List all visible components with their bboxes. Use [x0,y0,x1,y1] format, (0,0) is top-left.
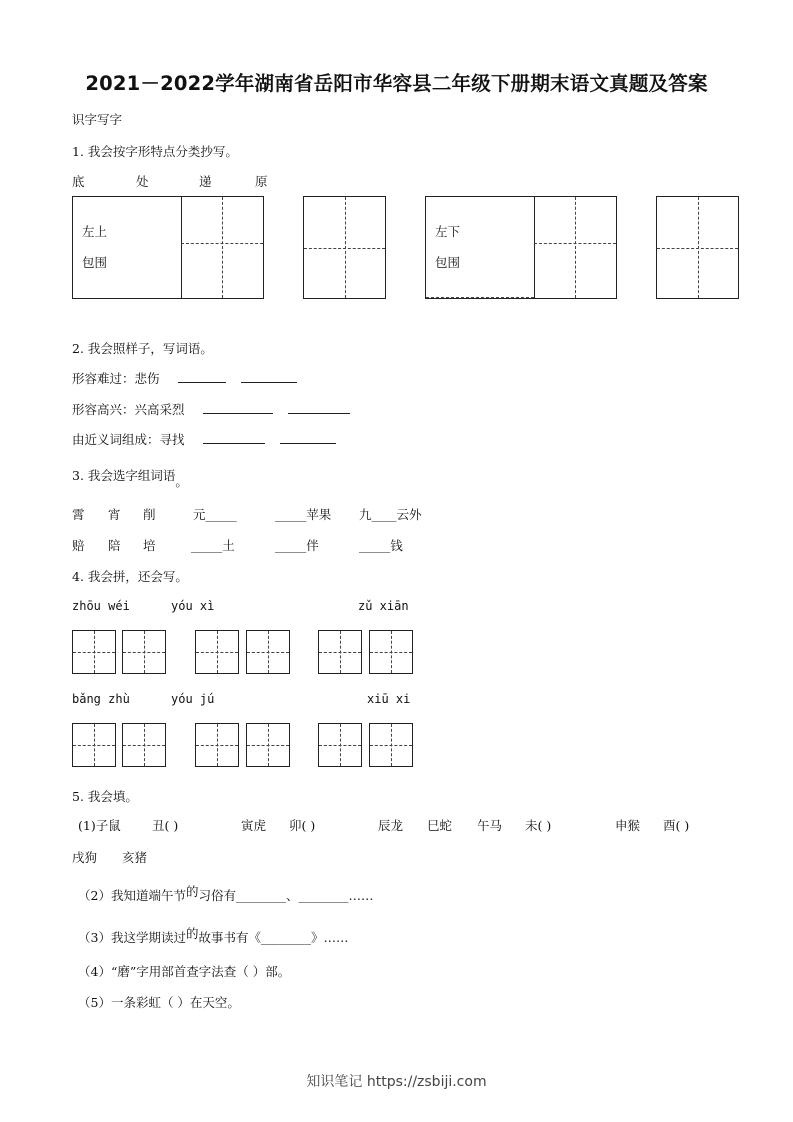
q3-row1-word-2[interactable]: _____苹果 [275,507,332,522]
q5-zodiac-7: 午马 [477,818,503,833]
q5-zodiac-12: 亥猪 [122,850,148,865]
q2-line-1-text: 形容难过：悲伤 [72,371,160,386]
q4-writing-cell[interactable] [195,723,239,767]
q3-row2-word-1[interactable]: _____土 [191,538,235,553]
q5-item-2-de: 的 [185,884,199,899]
q5-item-2-b: 习俗有________、________…… [198,888,374,903]
q1-category-box-1 [72,196,264,299]
q1-prompt: 1. 我会按字形特点分类抄写。 [72,144,238,159]
q4-writing-cell[interactable] [318,723,362,767]
q3-prompt-text: 3. 我会选字组词语 [72,468,176,483]
q3-prompt [72,466,188,489]
q5-zodiac-4[interactable]: 卯( ) [289,818,316,833]
q4-writing-cell[interactable] [122,723,166,767]
q5-zodiac-2[interactable]: 丑( ) [152,818,179,833]
q2-prompt: 2. 我会照样子，写词语。 [72,341,213,356]
q1-char-2: 处 [136,174,149,189]
q5-item-4[interactable]: （4）“磨”字用部首查字法查（ ）部。 [78,964,291,979]
q3-row2-word-2[interactable]: _____伴 [275,538,319,553]
q1-box2-label-2: 包围 [435,255,461,270]
q4-pinyin-3: zǔ xiān [358,599,409,613]
q5-prompt: 5. 我会填。 [72,789,138,804]
q5-item-5[interactable]: （5）一条彩虹（ ）在天空。 [78,995,240,1010]
q2-line-2-text: 形容高兴：兴高采烈 [72,402,185,417]
section-heading: 识字写字 [72,112,123,127]
q4-prompt: 4. 我会拼，还会写。 [72,569,188,584]
q4-writing-cell[interactable] [246,723,290,767]
q4-writing-cell[interactable] [195,630,239,674]
q2-blank[interactable] [203,430,265,444]
q3-row1-word-3[interactable]: 九____云外 [359,507,422,522]
q5-item-3-b: 故事书有《________》…… [198,930,349,945]
q4-writing-cell[interactable] [369,723,413,767]
q3-row2-char-3: 培 [143,538,156,553]
q5-item-3[interactable] [78,928,349,946]
q5-zodiac-9: 申猴 [615,818,641,833]
q4-writing-cell[interactable] [122,630,166,674]
q1-char-4: 原 [255,174,268,189]
q3-row1-char-2: 宵 [108,507,121,522]
q4-pinyin-1: zhōu wéi [72,599,130,613]
q3-row2-char-1: 赔 [72,538,85,553]
q1-box1-label-1: 左上 [82,224,108,239]
q1-char-3: 递 [199,174,212,189]
q2-line-3 [72,430,336,448]
page-title: 2021－2022学年湖南省岳阳市华容县二年级下册期末语文真题及答案 [85,72,708,95]
q5-zodiac-6: 巳蛇 [427,818,453,833]
q4-writing-cell[interactable] [72,630,116,674]
q5-zodiac-8[interactable]: 未( ) [525,818,552,833]
q5-item-3-de: 的 [185,926,199,941]
q3-prompt-dot: 。 [175,474,188,489]
q4-writing-cell[interactable] [318,630,362,674]
q2-blank[interactable] [203,400,273,414]
q5-item-2-a: （2）我知道端午节 [78,888,186,903]
q3-row1-char-1: 霄 [72,507,85,522]
q2-line-1 [72,369,297,387]
q4-pinyin-6: xiū xi [367,692,411,706]
q1-box1-label-2: 包围 [82,255,108,270]
q3-row1-word-1[interactable]: 元_____ [193,507,237,522]
q5-zodiac-3: 寅虎 [241,818,267,833]
q1-box2-label-1: 左下 [435,224,461,239]
q5-item-2[interactable] [78,886,374,904]
q3-row2-char-2: 陪 [108,538,121,553]
q5-item-3-a: （3）我这学期读过 [78,930,186,945]
q2-blank[interactable] [178,369,226,383]
q2-blank[interactable] [288,400,350,414]
q2-line-2 [72,400,350,418]
q4-writing-cell[interactable] [72,723,116,767]
q1-writing-grid-1[interactable] [303,196,386,299]
q3-row1-char-3: 削 [143,507,156,522]
q5-zodiac-5: 辰龙 [378,818,404,833]
q2-blank[interactable] [241,369,297,383]
q4-writing-cell[interactable] [369,630,413,674]
q2-line-3-text: 由近义词组成：寻找 [72,432,185,447]
q4-writing-cell[interactable] [246,630,290,674]
q1-writing-grid-2[interactable] [656,196,739,299]
q3-row2-word-3[interactable]: _____钱 [359,538,403,553]
q4-pinyin-2: yóu xì [171,599,215,613]
q2-blank[interactable] [280,430,336,444]
q1-char-1: 底 [72,174,85,189]
q5-zodiac-11: 戌狗 [72,850,98,865]
q4-pinyin-5: yóu jú [171,692,215,706]
q4-pinyin-4: bǎng zhù [72,692,130,706]
footer-watermark: 知识笔记 https://zsbiji.com [306,1074,487,1090]
q1-category-box-2 [425,196,617,299]
q5-zodiac-10[interactable]: 酉( ) [663,818,690,833]
q5-zodiac-1: (1)子鼠 [78,818,121,833]
